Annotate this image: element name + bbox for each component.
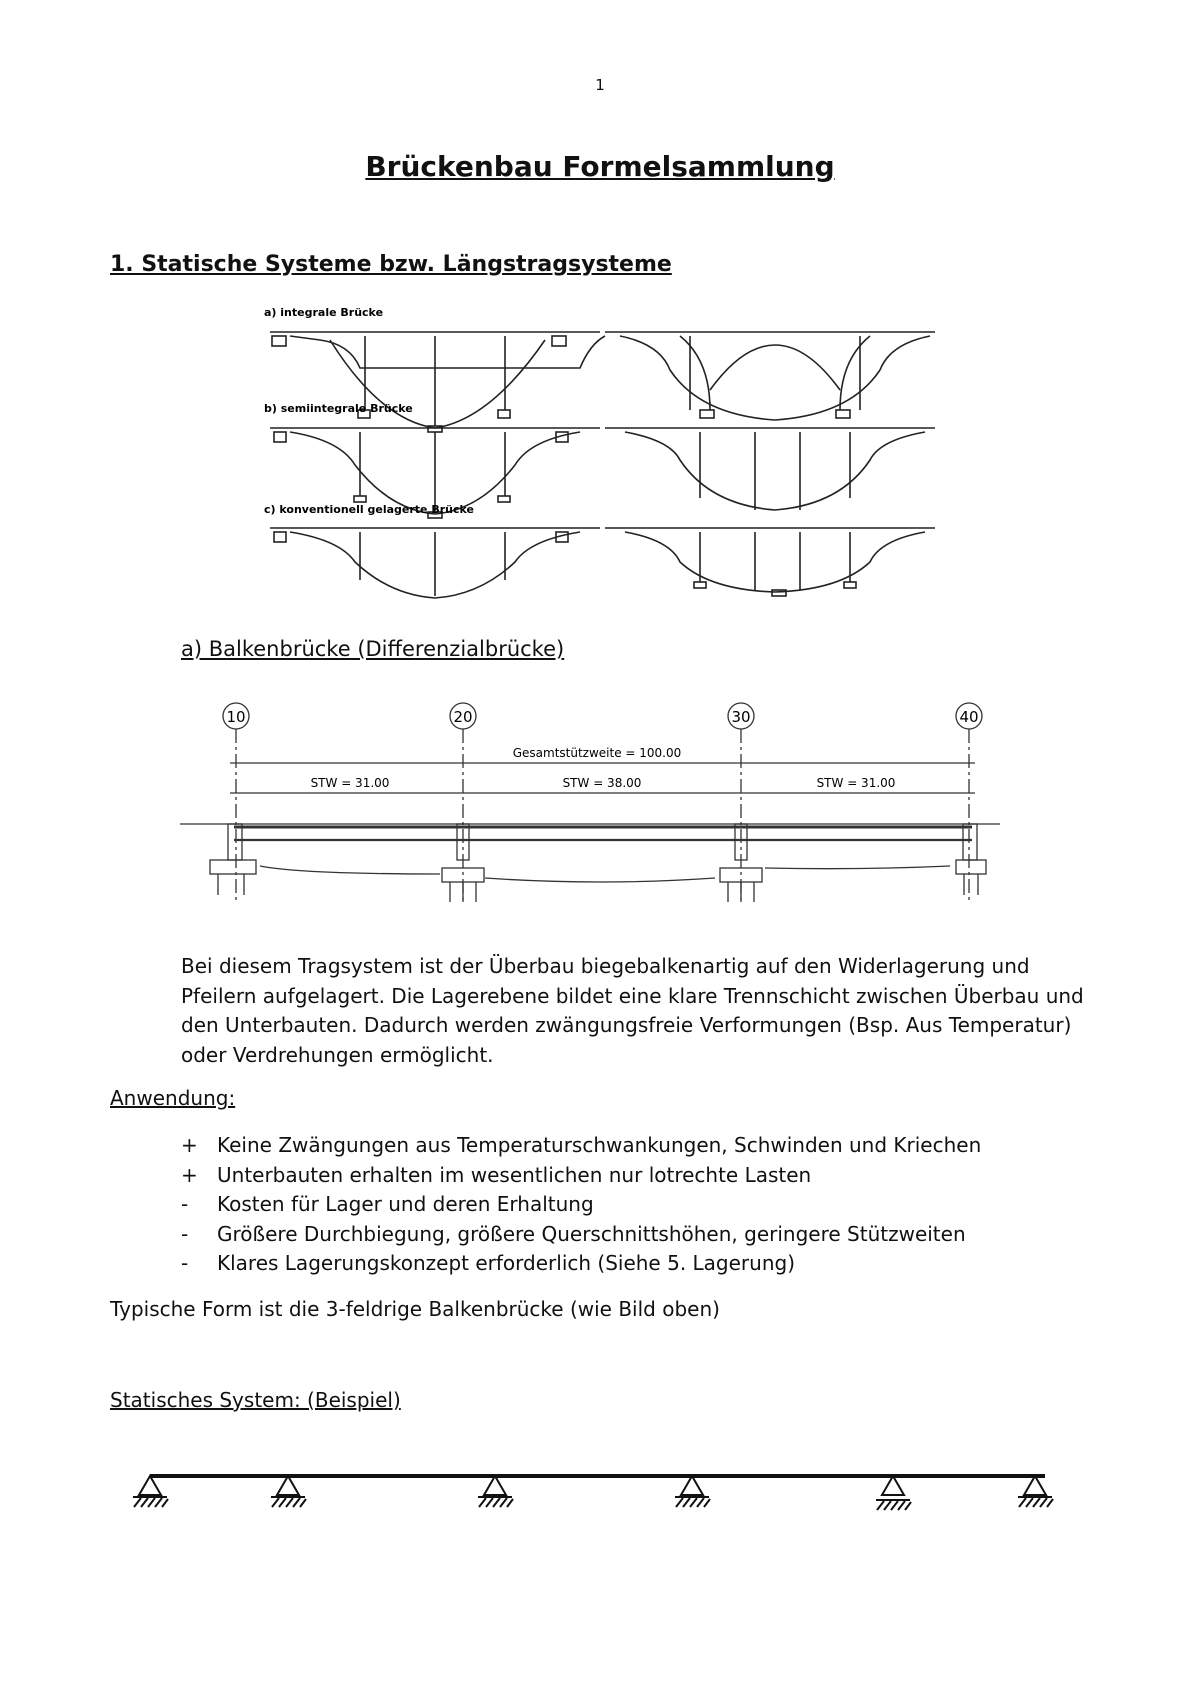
page-title: Brückenbau Formelsammlung <box>365 150 835 183</box>
page-number: 1 <box>595 76 605 94</box>
span-label: STW = 38.00 <box>562 776 642 790</box>
application-label: Anwendung: <box>110 1086 236 1110</box>
axis-label: 10 <box>226 708 246 726</box>
label-semiintegral: b) semiintegrale Brücke <box>264 402 413 415</box>
axis-label: 30 <box>731 708 751 726</box>
span-label: STW = 31.00 <box>816 776 896 790</box>
label-integral: a) integrale Brücke <box>264 306 384 319</box>
list-item: - Klares Lagerungskonzept erforderlich (Siehe 5. Lagerung) <box>181 1251 796 1275</box>
list-item: - Größere Durchbiegung, größere Querschnittshöhen, geringere Stützweiten <box>181 1221 966 1246</box>
application-list <box>181 1131 981 1279</box>
list-item: + Unterbauten erhalten im wesentlichen nur lotrechte Lasten <box>181 1162 812 1187</box>
subsection-heading: a) Balkenbrücke (Differenzialbrücke) <box>181 637 565 661</box>
description-paragraph: Bei diesem Tragsystem ist der Überbau biegebalkenartig auf den Widerlagerung und Pfeilern aufgelagert. Die Lagerebene bildet eine klare Trennschicht zwischen Überbau und den Unterbauten. Dadurch werden zwängungsfreie Verformungen (Bsp. Aus Temperatur) oder Verdrehungen ermöglicht. <box>181 954 1084 1067</box>
static-system-label: Statisches System: (Beispiel) <box>110 1388 401 1412</box>
label-conventional: c) konventionell gelagerte Brücke <box>264 503 474 516</box>
total-span-label: Gesamtstützweite = 100.00 <box>512 746 682 760</box>
list-item: + Keine Zwängungen aus Temperaturschwankungen, Schwinden und Kriechen <box>181 1133 982 1157</box>
section-heading: 1. Statische Systeme bzw. Längstragsysteme <box>110 252 672 277</box>
static-system-diagram <box>120 1460 1080 1540</box>
typical-form-text: Typische Form ist die 3-feldrige Balkenbrücke (wie Bild oben) <box>110 1297 720 1321</box>
bridge-types-figure <box>260 300 950 600</box>
beam-bridge-drawing <box>180 690 1020 920</box>
axis-label: 20 <box>453 708 473 726</box>
list-item: - Kosten für Lager und deren Erhaltung <box>181 1192 594 1216</box>
axis-label: 40 <box>959 708 979 726</box>
span-label: STW = 31.00 <box>310 776 390 790</box>
